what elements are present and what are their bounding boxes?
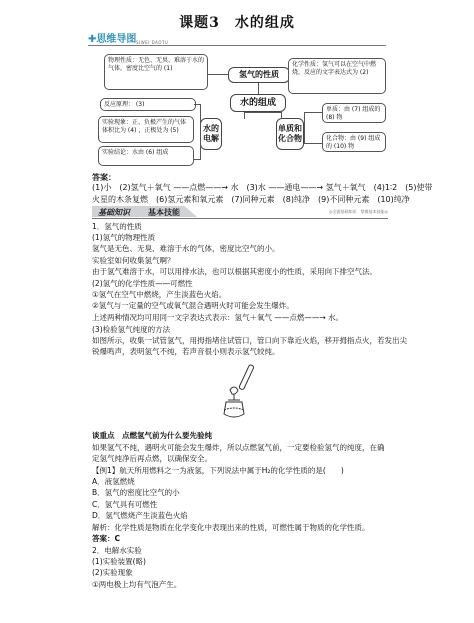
subheading: (2)实验现象	[92, 568, 133, 577]
box-physical-property: 物理性质：无色、无臭、难溶于水的气体，密度比空气的 (1)	[104, 54, 208, 90]
connector	[304, 112, 323, 144]
answers-line: 火星的木条复燃 (6)氢元素和氧元素 (7)同种元素 (8)纯净 (9)不同种元素 (10)纯净	[92, 195, 410, 204]
connector	[244, 112, 282, 119]
mindmap-tag: ✚思维导图	[88, 34, 137, 45]
section-heading: 1．氢气的性质	[92, 222, 142, 231]
hydrogen-purity-test-figure	[214, 360, 264, 422]
page-title: 课题3 水的组成	[179, 15, 295, 31]
paragraph: ①两电极上均有气泡产生。	[92, 580, 182, 589]
answers-label: 答案：	[92, 173, 116, 182]
example-question: 【例1】航天所用燃料之一为液氢，下列说法中属于H₂的化学性质的是( )	[92, 466, 344, 475]
banner-title-2: 基本技能	[148, 208, 180, 217]
connector	[258, 83, 259, 94]
paragraph: 如图所示，收集一试管氢气，用拇指堵住试管口，管口向下靠近火焰，移开拇指点火，若发出尖	[92, 336, 407, 345]
hub-hydrogen-property: 氢气的性质	[228, 67, 290, 83]
test-tube	[239, 364, 255, 390]
flame-icon	[230, 387, 238, 394]
paragraph: ②氢气与一定量的空气或氧气混合遇明火时可能会发生爆炸。	[92, 301, 294, 310]
hub-electrolysis: 水的电解	[200, 118, 222, 150]
banner-slogan: ◎全面基础知识 掌握基本技能◎	[329, 209, 388, 214]
mindmap-sub: SIWEI DAOTU	[136, 40, 169, 45]
answers-line: (1)小 (2)氢气＋氧气 ——点燃——→ 水 (3)水 ——通电——→ 氢气＋氧气 (4)1∶2 (5)使带	[92, 183, 433, 192]
option-b: B．氢气的密度比空气的小	[92, 488, 180, 497]
paragraph: 定氢气纯净后再点燃，以确保安全。	[92, 454, 212, 463]
option-c: C．氢气具有可燃性	[92, 500, 158, 509]
paragraph: 上述两种情况均可用同一文字表达式表示：氢气＋氧气 ——点燃——→ 水。	[92, 313, 344, 322]
answer: 答案：C	[92, 534, 121, 543]
connector	[208, 74, 228, 75]
box-compound: 化合物：由 (9) 组成的 (10) 物	[322, 132, 386, 152]
hub-element-compound: 单质和化合物	[276, 118, 304, 150]
banner-title-1: 基础知识	[98, 208, 130, 217]
paragraph: 实验室如何收集氢气啊？	[92, 256, 175, 265]
section-heading: 2．电解水实验	[92, 546, 142, 555]
paragraph: 由于氢气难溶于水，可以用排水法，也可以根据其密度小的性质，采用向下排空气法。	[92, 267, 377, 276]
subheading: (2)氢气的化学性质——可燃性	[92, 279, 193, 288]
subheading: (1)实验装置(略)	[92, 557, 146, 566]
box-element: 单质：由 (7) 组成的 (8) 物	[322, 103, 386, 123]
subheading: (1)氢气的物理性质	[92, 233, 156, 242]
subheading: (3)检验氢气纯度的方法	[92, 325, 171, 334]
alcohol-lamp	[224, 402, 244, 417]
box-reaction-principle: 反应原理： (3)	[100, 98, 196, 111]
analysis: 解析：化学性质是物质在化学变化中表现出来的性质，可燃性属于物质的化学性质。	[92, 523, 370, 532]
hub-water-composition: 水的组成	[230, 94, 286, 112]
box-chemical-property: 化学性质：氢气可以在空气中燃烧，反应的文字表达式为 (2)	[288, 58, 386, 94]
option-d: D．氢气燃烧产生淡蓝色火焰	[92, 511, 188, 520]
section-banner	[92, 206, 388, 219]
key-point-heading: 谈重点 点燃氢气前为什么要先验纯	[92, 431, 212, 440]
box-conclusion: 实验结论：水由 (6) 组成	[98, 146, 194, 166]
box-phenomena: 实验现象：正、负极产生的气体体积比为 (4) ，正极处为 (5)	[98, 116, 194, 143]
paragraph: ①氢气在空气中燃烧，产生淡蓝色火焰。	[92, 290, 227, 299]
lamp-liquid	[224, 408, 244, 410]
option-a: A．液氢燃烧	[92, 477, 135, 486]
connector	[194, 104, 201, 160]
paragraph: 锐爆鸣声，表明氢气不纯，若声音很小则表示氢气较纯。	[92, 347, 280, 356]
paragraph: 氢气是无色、无臭、难溶于水的气体，密度比空气的小。	[92, 244, 280, 253]
paragraph: 如果氢气不纯，遇明火可能会发生爆炸，所以点燃氢气前，一定要检验氢气的纯度，在确	[92, 443, 385, 452]
mindmap-rule	[88, 45, 386, 46]
